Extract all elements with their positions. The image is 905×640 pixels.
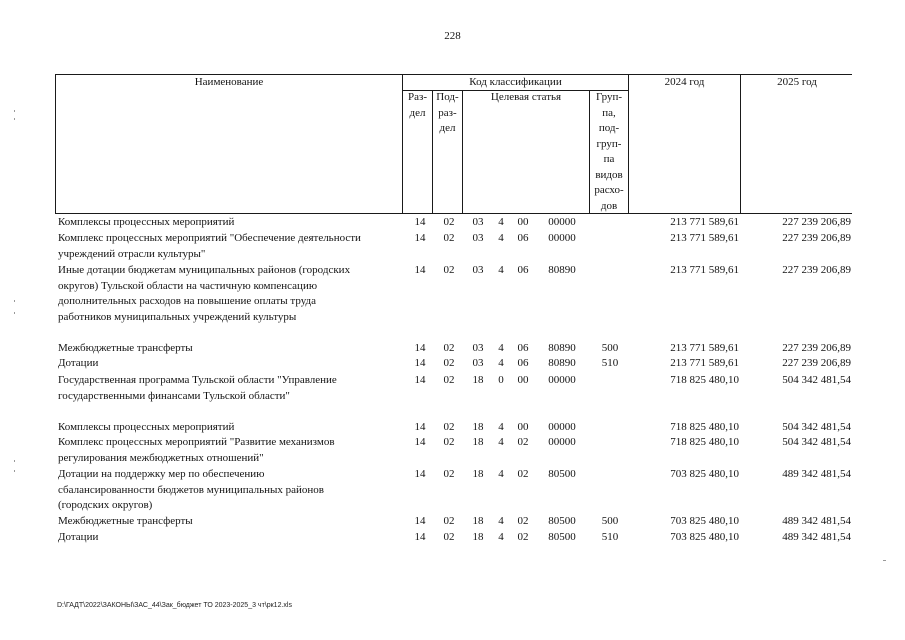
cell-cs1: 03 — [472, 342, 484, 354]
row-name-line: Государственная программа Тульской области "Управление — [58, 374, 337, 386]
scan-dot — [14, 118, 15, 120]
row-name-line: работников муниципальных учреждений культуры — [58, 310, 297, 323]
cell-razdel: 14 — [414, 436, 426, 448]
cell-vid: 510 — [601, 357, 619, 369]
header-year-2025: 2025 год — [777, 76, 817, 88]
header-line: Раз- — [407, 91, 427, 103]
cell-cs1: 03 — [472, 216, 484, 228]
row-name-line: Межбюджетные трансферты — [58, 515, 193, 527]
cell-y2024: 213 771 589,61 — [670, 232, 739, 244]
cell-cs1: 03 — [472, 232, 484, 244]
row-name-line: Комплекс процессных мероприятий "Развитие механизмов — [58, 436, 335, 448]
header-line: Под- — [436, 91, 459, 103]
row-name — [58, 231, 403, 262]
row-name — [58, 215, 403, 231]
cell-vid: 510 — [601, 531, 619, 543]
header-line: Груп- — [595, 91, 623, 103]
cell-cs4: 80500 — [548, 515, 576, 527]
row-name-line: Межбюджетные трансферты — [58, 342, 193, 354]
header-section — [403, 90, 433, 214]
cell-cs3: 06 — [517, 232, 529, 244]
header-line: под- — [598, 122, 620, 134]
header-line: па — [603, 153, 615, 165]
cell-cs3: 06 — [517, 357, 529, 369]
cell-y2025: 227 239 206,89 — [782, 216, 851, 228]
header-line: груп- — [596, 137, 622, 150]
header-line: дел — [439, 122, 456, 134]
cell-cs4: 80500 — [548, 531, 576, 543]
cell-cs3: 00 — [517, 374, 529, 386]
cell-razdel: 14 — [414, 232, 426, 244]
row-name-line: Дотации — [58, 531, 99, 543]
cell-y2024: 213 771 589,61 — [670, 357, 739, 369]
cell-razdel: 14 — [414, 342, 426, 354]
header-year-2024: 2024 год — [629, 75, 741, 214]
row-name — [58, 420, 403, 436]
scan-dot — [14, 110, 15, 112]
row-name-line: Комплексы процессных мероприятий — [58, 421, 235, 433]
cell-y2025: 489 342 481,54 — [782, 531, 851, 543]
cell-podrazdel: 02 — [443, 342, 455, 354]
header-group — [590, 90, 629, 214]
row-name — [58, 467, 403, 514]
cell-cs2: 4 — [498, 531, 504, 543]
row-name-line: Дотации на поддержку мер по обеспечению — [58, 468, 265, 480]
table-header — [55, 74, 852, 214]
header-line: па, — [602, 106, 616, 119]
cell-cs1: 18 — [472, 515, 484, 527]
cell-cs3: 02 — [517, 515, 529, 527]
cell-y2024: 718 825 480,10 — [670, 374, 739, 386]
cell-cs4: 80890 — [548, 264, 576, 276]
scan-dot — [14, 300, 15, 302]
cell-cs4: 80890 — [548, 357, 576, 369]
row-name — [58, 263, 403, 325]
cell-razdel: 14 — [414, 421, 426, 433]
cell-podrazdel: 02 — [443, 531, 455, 543]
row-name — [58, 373, 403, 404]
scan-dot — [14, 460, 15, 462]
cell-y2025: 504 342 481,54 — [782, 436, 851, 448]
cell-cs2: 4 — [498, 515, 504, 527]
cell-podrazdel: 02 — [443, 232, 455, 244]
cell-y2025: 504 342 481,54 — [782, 374, 851, 386]
row-name — [58, 530, 403, 546]
cell-cs3: 06 — [517, 264, 529, 276]
cell-cs1: 03 — [472, 357, 484, 369]
cell-cs4: 00000 — [548, 374, 576, 386]
row-name — [58, 514, 403, 530]
cell-podrazdel: 02 — [443, 357, 455, 369]
cell-cs4: 00000 — [548, 216, 576, 228]
scan-dot — [14, 470, 15, 472]
cell-cs1: 03 — [472, 264, 484, 276]
cell-cs3: 02 — [517, 436, 529, 448]
cell-cs3: 02 — [517, 531, 529, 543]
cell-cs2: 4 — [498, 264, 504, 276]
cell-razdel: 14 — [414, 216, 426, 228]
cell-podrazdel: 02 — [443, 515, 455, 527]
row-name-line: округов) Тульской области на частичную компенсацию — [58, 279, 318, 292]
cell-cs2: 4 — [498, 357, 504, 369]
row-name-line: Дотации — [58, 357, 99, 369]
footer-file-path: D:\ГАДТ\2022\ЗАКОНЫ\ЗАС_44\Зак_бюджет ТО 2023-2025_3 чт\рк12.xls — [57, 602, 292, 609]
cell-y2024: 703 825 480,10 — [670, 515, 739, 527]
header-line: дел — [409, 106, 426, 119]
cell-razdel: 14 — [414, 468, 426, 480]
cell-cs1: 18 — [472, 421, 484, 433]
cell-y2024: 718 825 480,10 — [670, 436, 739, 448]
row-name-line: (городских округов) — [58, 499, 153, 511]
cell-cs3: 02 — [517, 468, 529, 480]
row-name-line: государственными финансами Тульской области" — [58, 389, 290, 402]
scan-dot — [883, 560, 886, 561]
cell-y2025: 504 342 481,54 — [782, 421, 851, 433]
header-code: Код классификации — [403, 75, 629, 91]
header-line: видов — [595, 168, 623, 181]
cell-razdel: 14 — [414, 515, 426, 527]
cell-cs2: 4 — [498, 232, 504, 244]
row-name — [58, 356, 403, 372]
header-line: дов — [600, 199, 618, 212]
page-number: 228 — [444, 30, 461, 42]
row-name-line: Комплекс процессных мероприятий "Обеспечение деятельности — [58, 232, 361, 244]
row-name-line: учреждений отрасли культуры" — [58, 247, 206, 260]
cell-y2024: 718 825 480,10 — [670, 421, 739, 433]
row-name-line: дополнительных расходов на повышение оплаты труда — [58, 295, 317, 307]
row-name-line: регулирования межбюджетных отношений" — [58, 451, 264, 464]
cell-razdel: 14 — [414, 264, 426, 276]
cell-vid: 500 — [601, 515, 619, 527]
row-name-line: Комплексы процессных мероприятий — [58, 216, 235, 228]
cell-cs4: 00000 — [548, 421, 576, 433]
cell-y2025: 489 342 481,54 — [782, 468, 851, 480]
header-subsection — [433, 90, 463, 214]
cell-cs3: 06 — [517, 342, 529, 354]
cell-podrazdel: 02 — [443, 374, 455, 386]
row-name-line: сбалансированности бюджетов муниципальных районов — [58, 483, 324, 496]
cell-cs2: 4 — [498, 421, 504, 433]
cell-cs2: 4 — [498, 436, 504, 448]
cell-razdel: 14 — [414, 531, 426, 543]
header-line: раз- — [438, 106, 457, 119]
cell-y2025: 227 239 206,89 — [782, 264, 851, 276]
cell-y2024: 213 771 589,61 — [670, 216, 739, 228]
cell-y2024: 213 771 589,61 — [670, 264, 739, 276]
cell-razdel: 14 — [414, 357, 426, 369]
cell-cs1: 18 — [472, 531, 484, 543]
cell-cs3: 00 — [517, 421, 529, 433]
cell-cs3: 00 — [517, 216, 529, 228]
cell-podrazdel: 02 — [443, 264, 455, 276]
cell-cs4: 80500 — [548, 468, 576, 480]
row-name — [58, 341, 403, 357]
scan-dot — [14, 312, 15, 314]
header-line: расхо- — [594, 184, 624, 196]
cell-y2024: 703 825 480,10 — [670, 531, 739, 543]
cell-y2025: 227 239 206,89 — [782, 232, 851, 244]
cell-y2024: 703 825 480,10 — [670, 468, 739, 480]
cell-y2025: 227 239 206,89 — [782, 357, 851, 369]
cell-cs2: 4 — [498, 342, 504, 354]
header-name: Наименование — [56, 75, 403, 214]
cell-podrazdel: 02 — [443, 421, 455, 433]
row-name — [58, 435, 403, 466]
cell-cs1: 18 — [472, 436, 484, 448]
cell-vid: 500 — [601, 342, 619, 354]
cell-podrazdel: 02 — [443, 468, 455, 480]
cell-podrazdel: 02 — [443, 436, 455, 448]
cell-cs2: 4 — [498, 216, 504, 228]
cell-cs2: 0 — [498, 374, 504, 386]
header-target: Целевая статья — [463, 90, 590, 214]
cell-y2025: 489 342 481,54 — [782, 515, 851, 527]
cell-cs4: 80890 — [548, 342, 576, 354]
cell-y2024: 213 771 589,61 — [670, 342, 739, 354]
cell-cs1: 18 — [472, 374, 484, 386]
cell-cs4: 00000 — [548, 232, 576, 244]
cell-razdel: 14 — [414, 374, 426, 386]
cell-cs4: 00000 — [548, 436, 576, 448]
cell-cs2: 4 — [498, 468, 504, 480]
cell-y2025: 227 239 206,89 — [782, 342, 851, 354]
cell-cs1: 18 — [472, 468, 484, 480]
row-name-line: Иные дотации бюджетам муниципальных районов (городских — [58, 264, 351, 276]
cell-podrazdel: 02 — [443, 216, 455, 228]
